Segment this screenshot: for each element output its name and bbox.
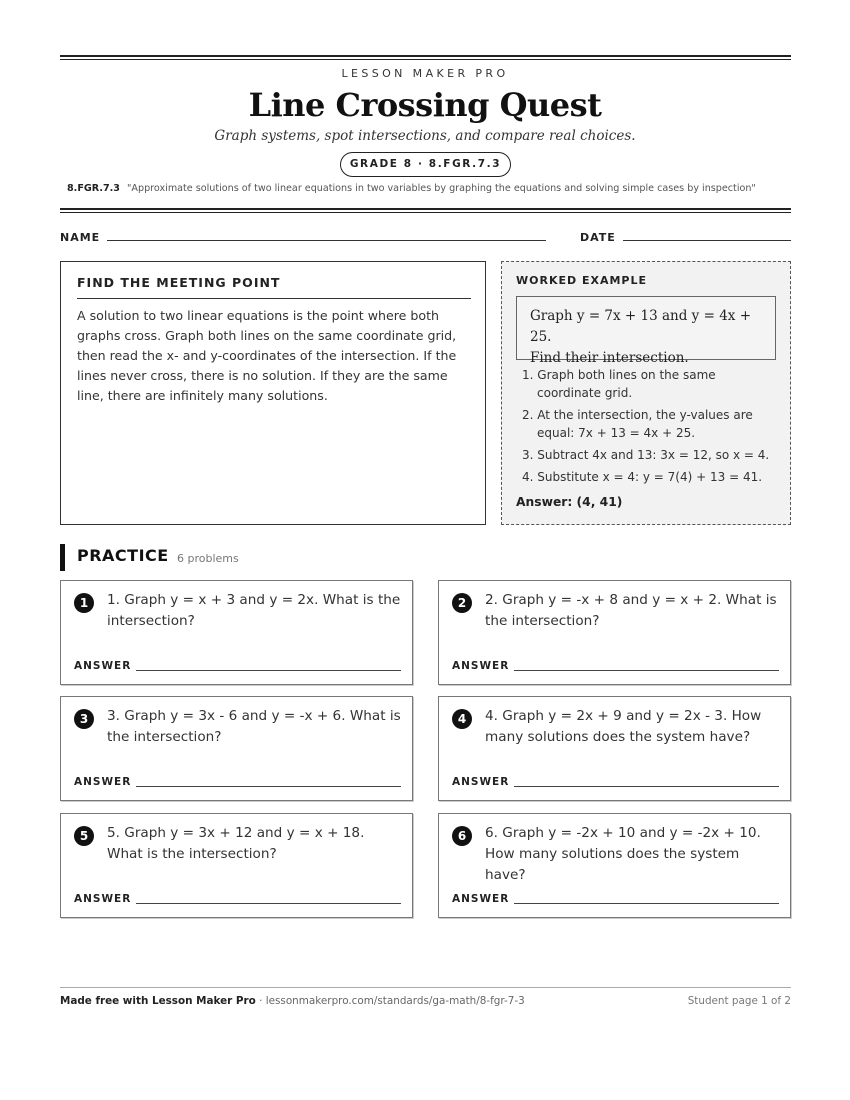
footer-rule xyxy=(60,987,791,988)
worked-example-problem-line1: Graph y = 7x + 13 and y = 4x + 25. xyxy=(530,308,752,345)
answer-field[interactable] xyxy=(514,903,779,904)
worked-example-step: 3. Subtract 4x and 13: 3x = 12, so x = 4. xyxy=(522,448,770,462)
answer-label: ANSWER xyxy=(452,893,510,905)
answer-label: ANSWER xyxy=(74,660,132,672)
worked-example-answer: Answer: (4, 41) xyxy=(516,495,623,509)
answer-field[interactable] xyxy=(136,670,401,671)
footer-made-with: Made free with Lesson Maker Pro xyxy=(60,995,256,1007)
concept-heading-rule xyxy=(77,298,471,299)
concept-box xyxy=(60,261,486,525)
standard-code: 8.FGR.7.3 xyxy=(67,183,120,194)
problem-card xyxy=(60,696,413,801)
problem-number-badge: 4 xyxy=(452,709,472,729)
page-subtitle: Graph systems, spot intersections, and compare real choices. xyxy=(214,128,636,144)
top-rule xyxy=(60,55,791,60)
problem-text: 4. Graph y = 2x + 9 and y = 2x - 3. How many solutions does the system have? xyxy=(485,708,762,745)
problem-number-badge: 6 xyxy=(452,826,472,846)
worked-example-problem xyxy=(516,296,776,366)
worked-example-steps xyxy=(516,366,778,490)
answer-field[interactable] xyxy=(136,903,401,904)
answer-label: ANSWER xyxy=(74,893,132,905)
worked-example-heading: WORKED EXAMPLE xyxy=(516,274,647,287)
practice-title: PRACTICE xyxy=(77,546,169,565)
problem-text: 3. Graph y = 3x - 6 and y = -x + 6. What is the intersection? xyxy=(107,708,401,745)
problem-number-badge: 5 xyxy=(74,826,94,846)
answer-label: ANSWER xyxy=(74,776,132,788)
footer-link[interactable]: · lessonmakerpro.com/standards/ga-math/8-fgr-7-3 xyxy=(259,995,525,1007)
problem-card xyxy=(438,813,791,918)
problem-text: 1. Graph y = x + 3 and y = 2x. What is the intersection? xyxy=(107,592,401,629)
footer-page-number: Student page 1 of 2 xyxy=(687,995,791,1007)
worked-example-problem-line2: Find their intersection. xyxy=(530,350,689,366)
brand-label: LESSON MAKER PRO xyxy=(341,67,509,80)
worked-example-step: 2. At the intersection, the y-values are equal: 7x + 13 = 4x + 25. xyxy=(522,408,753,440)
worked-example-step: 1. Graph both lines on the same coordinate grid. xyxy=(522,368,716,400)
worked-example-step: 4. Substitute x = 4: y = 7(4) + 13 = 41. xyxy=(522,470,763,484)
page-title: Line Crossing Quest xyxy=(248,86,602,124)
problem-number-badge: 1 xyxy=(74,593,94,613)
name-field[interactable] xyxy=(107,240,546,241)
answer-label: ANSWER xyxy=(452,660,510,672)
problem-text: 6. Graph y = -2x + 10 and y = -2x + 10. How many solutions does the system have? xyxy=(485,825,761,883)
grade-badge: GRADE 8 · 8.FGR.7.3 xyxy=(340,152,511,177)
date-label: DATE xyxy=(580,231,616,244)
answer-field[interactable] xyxy=(514,786,779,787)
problem-card xyxy=(438,580,791,685)
answer-field[interactable] xyxy=(514,670,779,671)
practice-count: 6 problems xyxy=(177,552,239,565)
problem-card xyxy=(60,813,413,918)
concept-heading: FIND THE MEETING POINT xyxy=(77,275,281,290)
name-label: NAME xyxy=(60,231,101,244)
standard-line xyxy=(67,183,797,194)
problem-text: 2. Graph y = -x + 8 and y = x + 2. What is the intersection? xyxy=(485,592,777,629)
problem-card xyxy=(60,580,413,685)
problem-number-badge: 3 xyxy=(74,709,94,729)
problem-number-badge: 2 xyxy=(452,593,472,613)
worked-example-box xyxy=(501,261,791,525)
concept-body: A solution to two linear equations is the point where both graphs cross. Graph both lines on the same coordinate grid, then read the x- and y-coordinates of the intersection. If the lines never cross, there is no solution. If they are the same line, there are infinitely many solutions. xyxy=(77,308,457,403)
header-bottom-rule xyxy=(60,208,791,213)
date-field[interactable] xyxy=(623,240,791,241)
answer-label: ANSWER xyxy=(452,776,510,788)
standard-text: "Approximate solutions of two linear equations in two variables by graphing the equations and solving simple cases by inspection" xyxy=(127,183,756,194)
problem-card xyxy=(438,696,791,801)
problem-text: 5. Graph y = 3x + 12 and y = x + 18. What is the intersection? xyxy=(107,825,365,862)
footer-credit xyxy=(60,995,525,1007)
practice-section-header xyxy=(60,544,239,571)
answer-field[interactable] xyxy=(136,786,401,787)
